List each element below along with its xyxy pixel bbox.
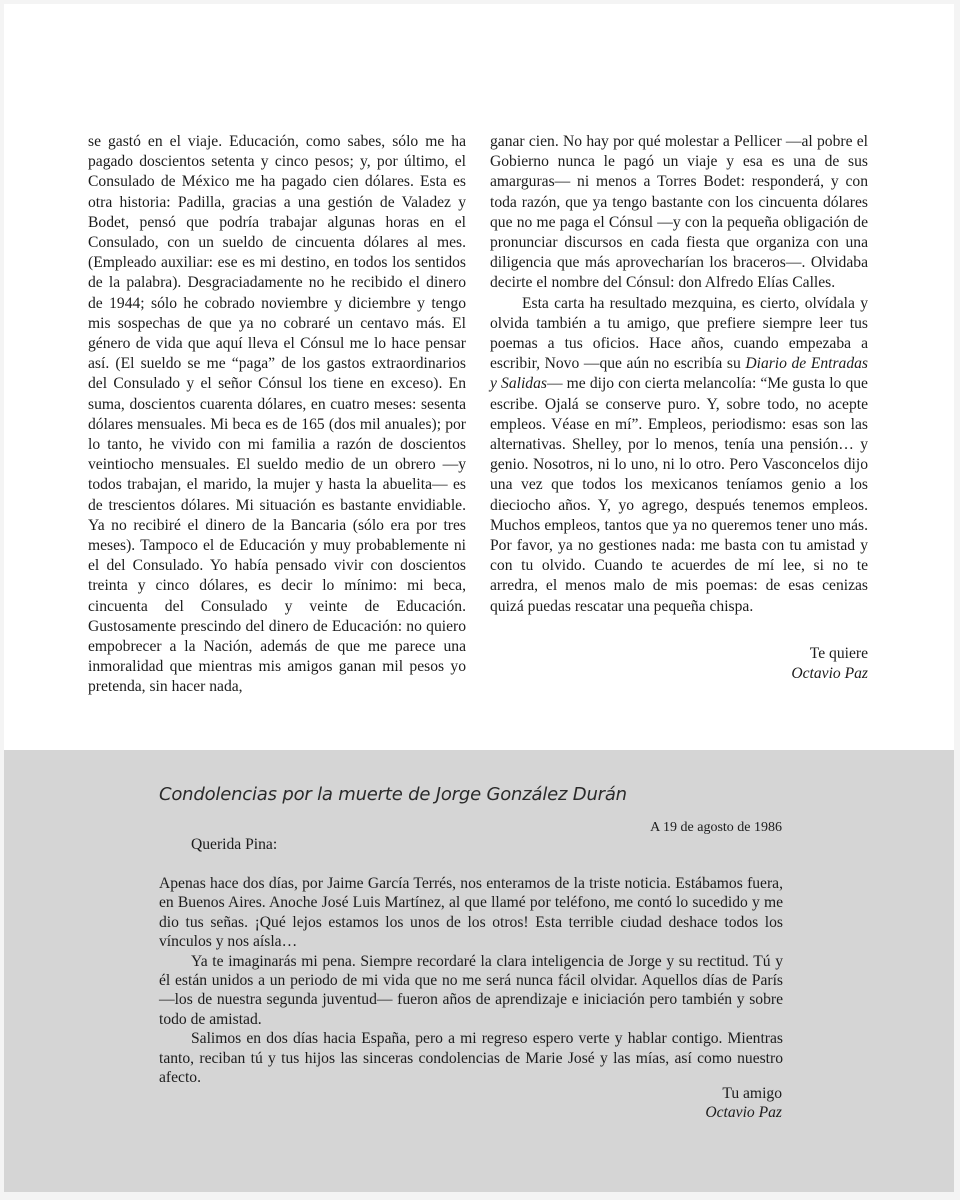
signature: Octavio Paz [705, 1104, 782, 1122]
paragraph [490, 294, 868, 617]
condolence-letter-box [4, 750, 954, 1192]
left-column [88, 132, 466, 698]
condolence-signoff [504, 1084, 782, 1123]
paragraph-text: — me dijo con cierta melancolía: “Me gusta lo que escribe. Ojalá se conserve puro. Y, sobre todo, no acepte empleos. Véase en mí”. Empleos, periodismo: esas son las alternativas. Shelley, por lo menos, tenía una pensión… y genio. Nosotros, ni lo uno, ni lo otro. Pero Vasconcelos dijo una vez que todos los mexicanos teníamos genio a los dieciocho años. Y, yo agrego, después tenemos empleos. Muchos empleos, tantos que ya no queremos tener uno más. Por favor, ya no gestiones nada: me basta con tu amistad y con tu olvido. Cuando te acuerdes de mí lee, si no te arredra, el menos malo de mis poemas: de esas cenizas quizá puedas rescatar una pequeña chispa. [490, 375, 868, 615]
document-page [4, 4, 954, 1192]
closing: Te quiere [809, 644, 868, 662]
condolence-body [159, 874, 783, 1087]
paragraph: se gastó en el viaje. Educación, como sabes, sólo me ha pagado doscientos setenta y cinco pesos; y, por último, el Consulado de México me ha pagado cien dólares. Esta es otra historia: Padilla, gracias a una gestión de Valadez y Bodet, pensó que podría trabajar algunas horas en el Consulado, con un sueldo de cincuenta dólares al mes. (Empleado auxiliar: ese es mi destino, en todos los sentidos de la palabra). Desgraciadamente no he recibido el dinero de 1944; sólo he cobrado noviembre y diciembre y tengo mis sospechas de que ya no cobraré un centavo más. El género de vida que aquí lleva el Cónsul me lo hace pensar así. (El sueldo se me “paga” de los gastos extraordinarios del Consulado y el señor Cónsul los tiene en exceso). En suma, doscientos cuarenta dólares, en cuatro meses: sesenta dólares mensuales. Mi beca es de 165 (dos mil anuales); por lo tanto, he vivido con mi familia a razón de doscientos veintiocho mensuales. El sueldo medio de un obrero —y todos trabajan, el marido, la mujer y hasta la abuelita— es de trescientos dólares. Mi situación es bastante envidiable. Ya no recibiré el dinero de la Bancaria (sólo era por tres meses). Tampoco el de Educación y muy probablemente ni el del Consulado. Yo había pensado vivir con doscientos treinta y cinco dólares, es decir lo mínimo: mi beca, cincuenta del Consulado y veinte de Educación. Gustosamente prescindo del dinero de Educación: no quiero empobrecer a la Nación, además de que me parece una inmoralidad que mientras mis amigos ganan mil pesos yo pretenda, sin hacer nada, [88, 133, 466, 696]
paragraph: Ya te imaginarás mi pena. Siempre recordaré la clara inteligencia de Jorge y su rectitud. Tú y él están unidos a un periodo de mi vida que no me será nunca fácil olvidar. Aquellos días de París —los de nuestra segunda juventud— fueron años de aprendizaje e iniciación pero también y sobre todo de amistad. [159, 952, 783, 1028]
paragraph-text: Esta carta ha resultado mezquina, es cierto, olvídala y olvida también a tu amigo, que prefiere siempre leer tus poemas a tus oficios. Hace años, cuando empezaba a escribir, Novo —que aún no escribía su [490, 294, 868, 373]
paragraph: ganar cien. No hay por qué molestar a Pellicer —al pobre el Gobierno nunca le pagó un viaje y esa es una de sus amarguras— ni menos a Torres Bodet: responderá, y con toda razón, que ya tengo bastante con los cincuenta dólares que no me paga el Cónsul —y con la pequeña obligación de pronunciar discursos en cada fiesta que organiza con una diligencia que más aprovecharían los braceros—. Olvidaba decirte el nombre del Cónsul: don Alfredo Elías Calles. [490, 133, 868, 292]
salutation: Querida Pina: [191, 836, 278, 853]
book-title: Diario de Entradas y Salidas [490, 355, 868, 393]
letter-signoff [490, 644, 868, 684]
signature: Octavio Paz [791, 664, 868, 682]
paragraph: Apenas hace dos días, por Jaime García Terrés, nos enteramos de la triste noticia. Estábamos fuera, en Buenos Aires. Anoche José Luis Martínez, al que llamé por teléfono, me contó lo sucedido y me dio tus señas. ¡Qué lejos estamos los unos de los otros! Esta terrible ciudad deshace todos los vínculos y nos aísla… [159, 875, 783, 951]
paragraph: Salimos en dos días hacia España, pero a mi regreso espero verte y hablar contigo. Mientras tanto, reciban tú y tus hijos las sinceras condolencias de Marie José y las mías, así como nuestro afecto. [159, 1030, 783, 1087]
closing: Tu amigo [722, 1085, 782, 1102]
letter-body [88, 132, 868, 698]
section-title: Condolencias por la muerte de Jorge González Durán [159, 784, 627, 805]
letter-date: A 19 de agosto de 1986 [650, 820, 782, 835]
right-column [490, 132, 868, 698]
